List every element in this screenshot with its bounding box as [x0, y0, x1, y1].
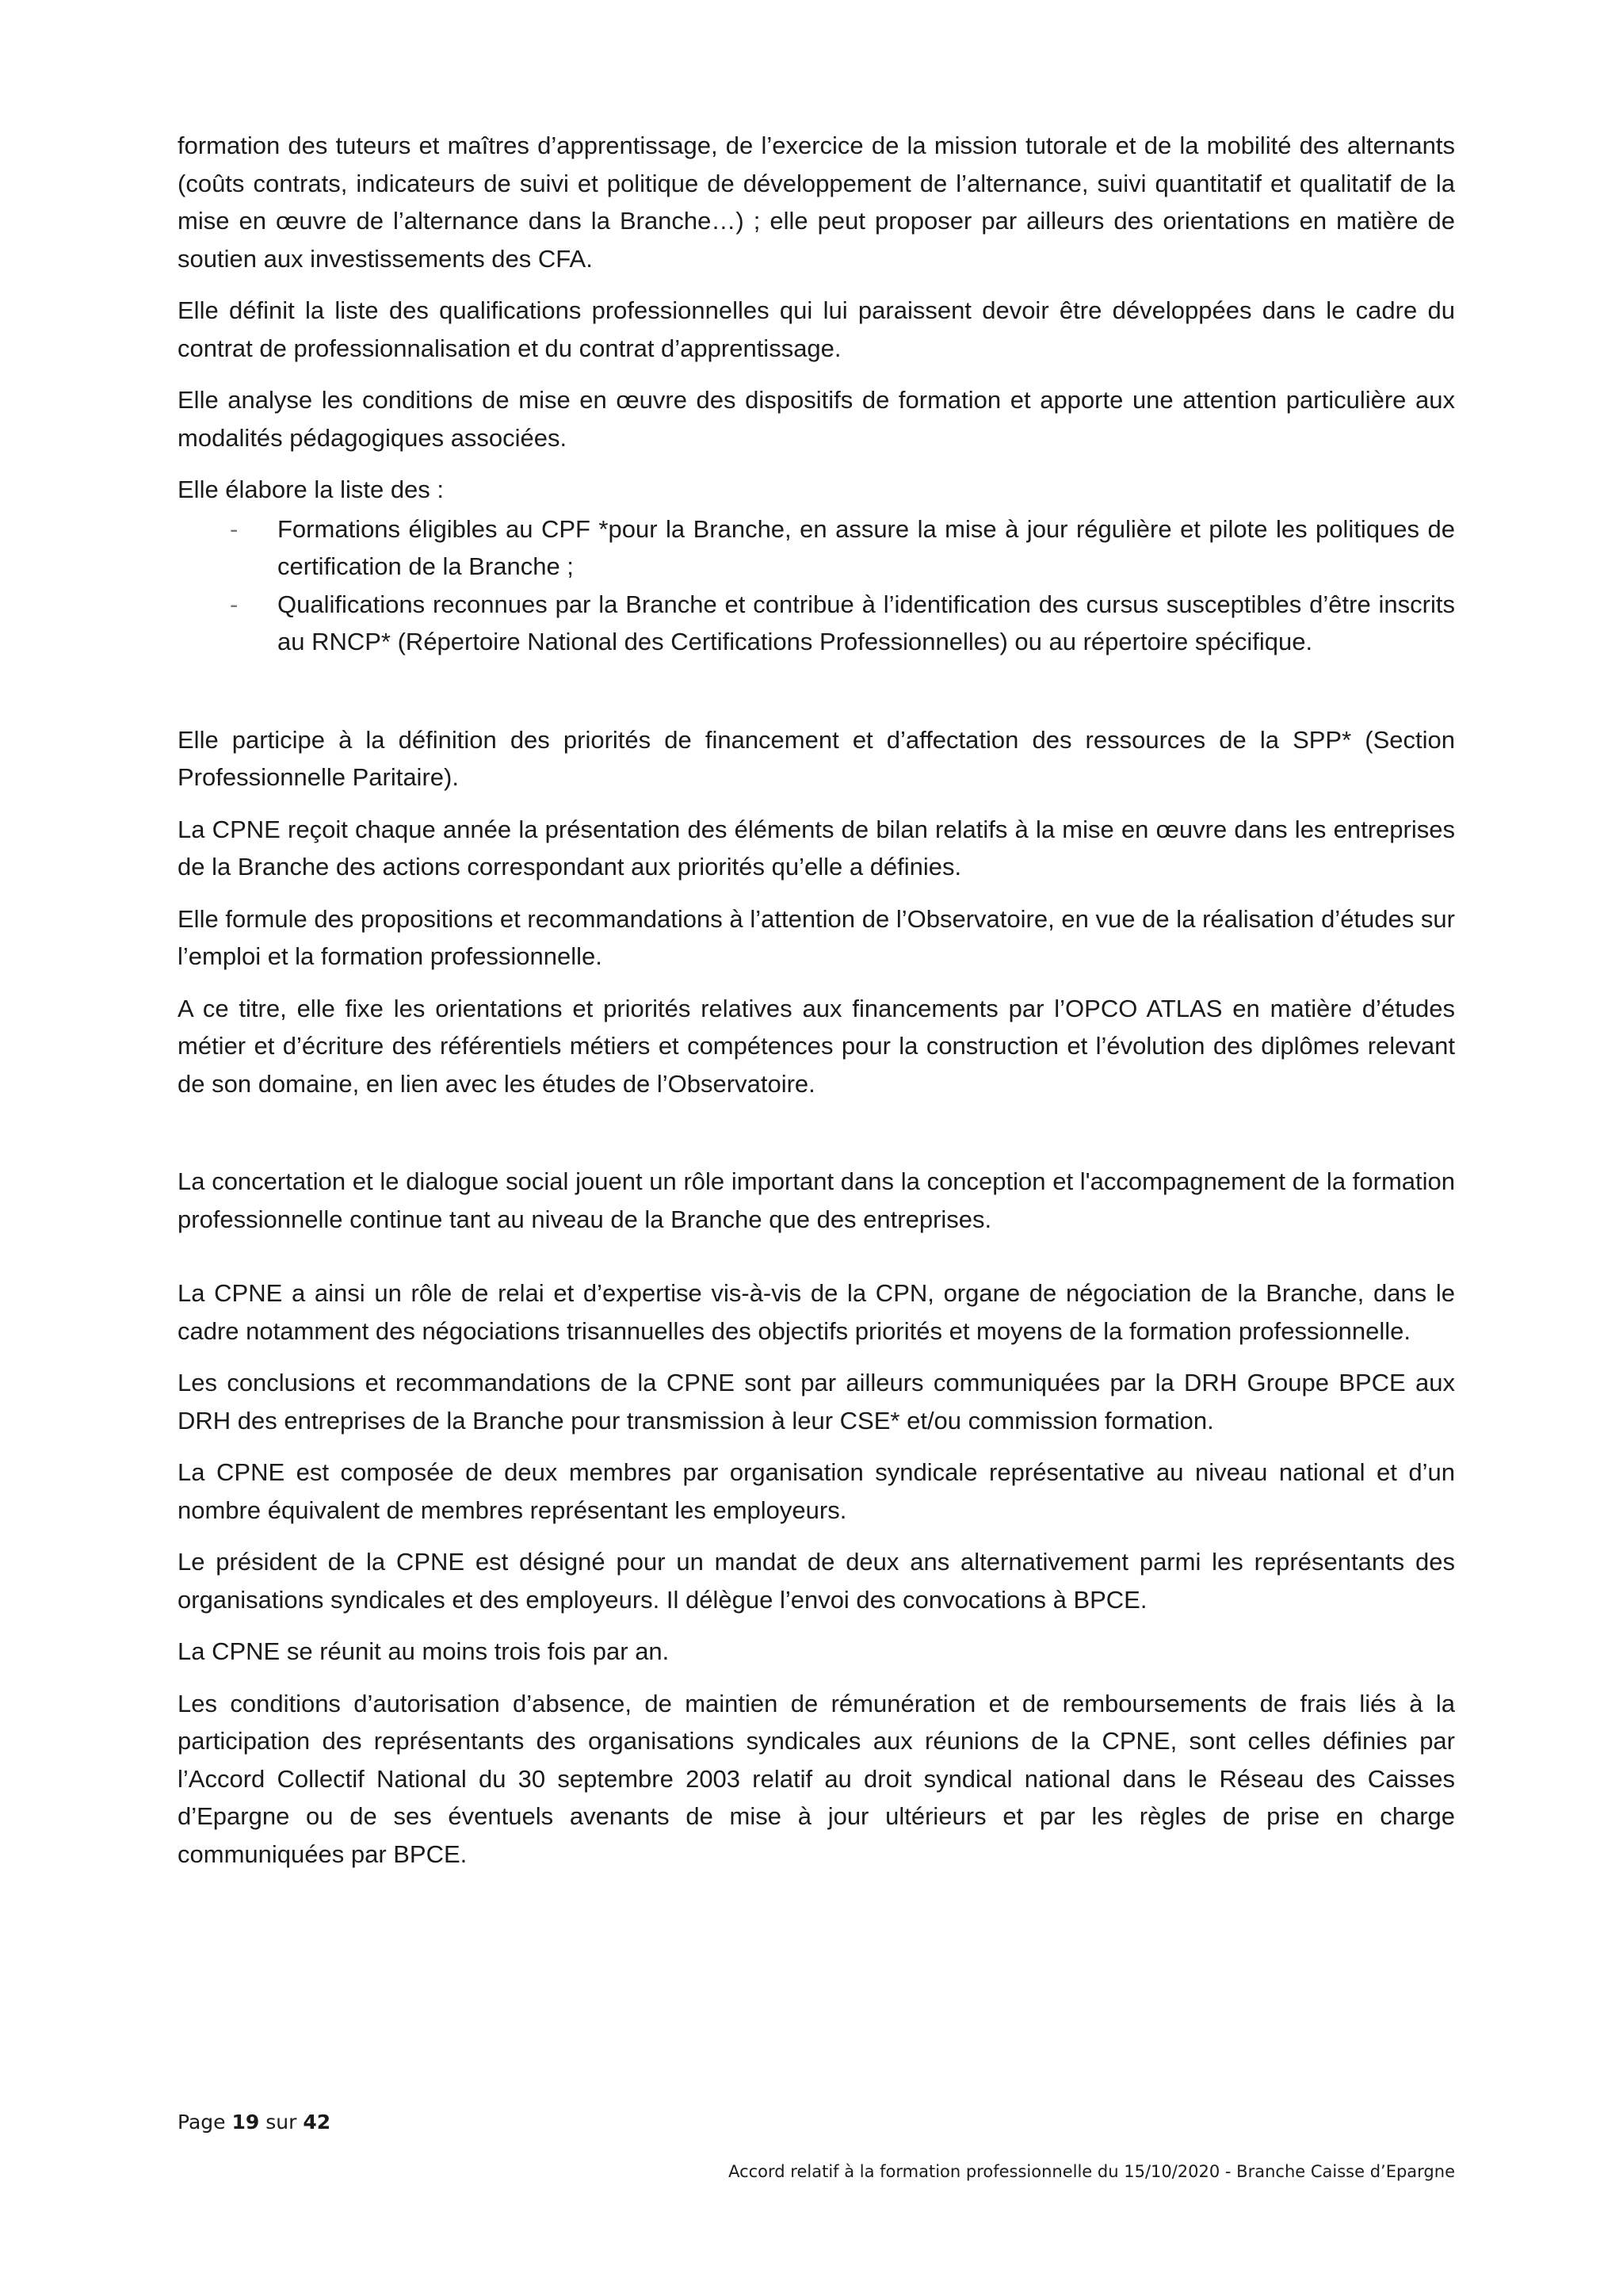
paragraph: Elle formule des propositions et recommandations à l’attention de l’Observatoire, en vue de la réalisation d’études sur l’emploi et la formation professionnelle. [178, 904, 1455, 970]
dash-bullet: - [230, 590, 239, 618]
paragraph: Les conclusions et recommandations de la CPNE sont par ailleurs communiquées par la DRH Groupe BPCE aux DRH des entreprises de la Branche pour transmission à leur CSE* et/ou commission formation. [178, 1369, 1455, 1435]
paragraph: Le président de la CPNE est désigné pour un mandat de deux ans alternativement parmi les représentants des organisations syndicales et des employeurs. Il délègue l’envoi des convocations à BPCE. [178, 1548, 1455, 1614]
paragraph: La CPNE est composée de deux membres par organisation syndicale représentative au niveau national et d’un nombre équivalent de membres représentant les employeurs. [178, 1458, 1455, 1524]
paragraph: Elle définit la liste des qualifications professionnelles qui lui paraissent devoir être développées dans le cadre du contrat de professionnalisation et du contrat d’apprentissage. [178, 296, 1455, 362]
paragraph: La CPNE a ainsi un rôle de relai et d’expertise vis-à-vis de la CPN, organe de négociation de la Branche, dans le cadre notamment des négociations trisannuelles des objectifs priorités et moyens de la formation professionnelle. [178, 1279, 1455, 1345]
paragraph: formation des tuteurs et maîtres d’apprentissage, de l’exercice de la mission tutorale et de la mobilité des alternants (coûts contrats, indicateurs de suivi et politique de développement de l’alternance, suivi quantitatif et qualitatif de la mise en œuvre de l’alternance dans la Branche…) ; elle peut proposer par ailleurs des orientations en matière de soutien aux investissements des CFA. [178, 132, 1455, 273]
paragraph: A ce titre, elle fixe les orientations et priorités relatives aux financements par l’OPCO ATLAS en matière d’études métier et d’écriture des référentiels métiers et compétences pour la construction et l’évolution des diplômes relevant de son domaine, en lien avec les études de l’Observatoire. [178, 994, 1455, 1098]
document-body [178, 127, 1455, 1887]
list-item-text: Formations éligibles au CPF *pour la Branche, en assure la mise à jour régulière et pilote les politiques de certification de la Branche ; [277, 514, 1455, 580]
paragraph: Les conditions d’autorisation d’absence, de maintien de rémunération et de remboursements de frais liés à la participation des représentants des organisations syndicales aux réunions de la CPNE, sont celles définies par l’Accord Collectif National du 30 septembre 2003 relatif au droit syndical national dans le Réseau des Caisses d’Epargne ou de ses éventuels avenants de mise à jour ultérieurs et par les règles de prise en charge communiquées par BPCE. [178, 1689, 1455, 1868]
page-number [178, 2111, 330, 2134]
paragraph: Elle élabore la liste des : [178, 476, 445, 503]
paragraph: Elle participe à la définition des priorités de financement et d’affectation des ressources de la SPP* (Section Professionnelle Paritaire). [178, 725, 1455, 791]
page-separator: sur [265, 2111, 297, 2134]
paragraph: La CPNE reçoit chaque année la présentation des éléments de bilan relatifs à la mise en œuvre dans les entreprises de la Branche des actions correspondant aux priorités qu’elle a définies. [178, 815, 1455, 881]
paragraph: La concertation et le dialogue social jouent un rôle important dans la conception et l'accompagnement de la formation professionnelle continue tant au niveau de la Branche que des entreprises. [178, 1167, 1455, 1233]
page-current: 19 [231, 2111, 260, 2134]
list-item [178, 510, 1455, 586]
dash-list [178, 510, 1455, 661]
dash-bullet: - [230, 514, 239, 543]
paragraph: Elle analyse les conditions de mise en œuvre des dispositifs de formation et apporte une attention particulière aux modalités pédagogiques associées. [178, 386, 1455, 452]
page-prefix: Page [178, 2111, 226, 2134]
list-item-text: Qualifications reconnues par la Branche et contribue à l’identification des cursus susceptibles d’être inscrits au RNCP* (Répertoire National des Certifications Professionnelles) ou au répertoire spécifique. [277, 590, 1455, 655]
document-footer-label: Accord relatif à la formation professionnelle du 15/10/2020 - Branche Caisse d’Epargne [728, 2162, 1455, 2181]
list-item [178, 586, 1455, 661]
page-total: 42 [303, 2111, 331, 2134]
paragraph: La CPNE se réunit au moins trois fois par an. [178, 1637, 670, 1665]
